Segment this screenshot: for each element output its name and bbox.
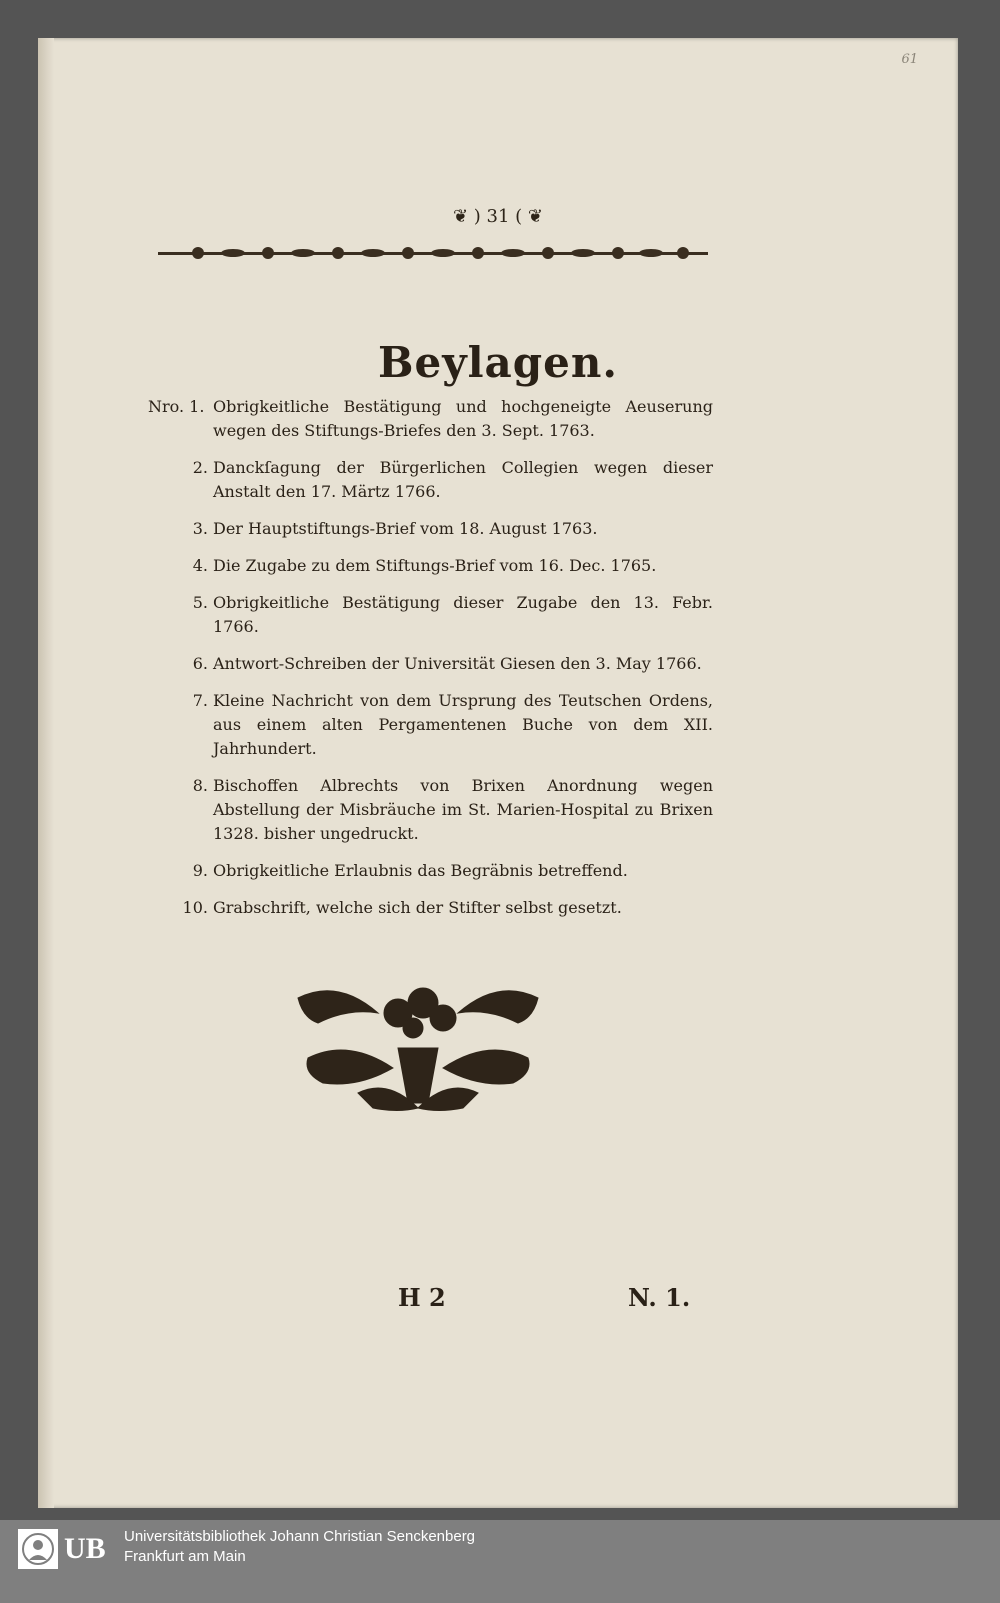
item-text: Die Zugabe zu dem Stiftungs-Brief vom 16. Dec. 1765. — [213, 556, 657, 575]
item-number: 8. — [192, 776, 208, 795]
item-text: Danckſagung der Bürgerlichen Collegien wegen dieser Anstalt den 17. Märtz 1766. — [213, 458, 713, 501]
item-number: 7. — [192, 691, 208, 710]
archive-number: 61 — [901, 52, 918, 67]
list-item — [148, 689, 713, 761]
item-number: 2. — [192, 458, 208, 477]
logo-text: UB — [64, 1532, 106, 1565]
page-fold-shadow — [38, 38, 54, 1508]
item-text: Obrigkeitliche Erlaubnis das Begräbnis betreffend. — [213, 861, 628, 880]
item-number: 4. — [192, 556, 208, 575]
footer-bar — [0, 1520, 1000, 1603]
list-item — [148, 395, 713, 443]
list-item — [148, 896, 713, 920]
list-item — [148, 554, 713, 578]
item-number: 9. — [192, 861, 208, 880]
footer-text — [124, 1527, 475, 1567]
item-text: Antwort-Schreiben der Universität Giesen den 3. May 1766. — [213, 654, 702, 673]
list-item — [148, 456, 713, 504]
library-logo — [18, 1529, 114, 1569]
list-item — [148, 652, 713, 676]
item-text: Bischoffen Albrechts von Brixen Anordnung wegen Abstellung der Misbräuche im St. Marien-Hospital zu Brixen 1328. bisher ungedruckt. — [213, 776, 713, 843]
item-number: 6. — [192, 654, 208, 673]
list-item — [148, 859, 713, 883]
item-text: Grabschrift, welche sich der Stifter selbst gesetzt. — [213, 898, 622, 917]
item-number: 10. — [182, 898, 208, 917]
item-text: Obrigkeitliche Bestätigung und hochgeneigte Aeuserung wegen des Stiftungs-Briefes den 3. Sept. 1763. — [213, 397, 713, 440]
footer-line-1: Universitätsbibliothek Johann Christian Senckenberg — [124, 1528, 476, 1545]
item-text: Der Hauptstiftungs-Brief vom 18. August 1763. — [213, 519, 598, 538]
item-text: Kleine Nachricht von dem Ursprung des Teutschen Ordens, aus einem alten Pergamentenen Buche von dem XII. Jahrhundert. — [213, 691, 713, 758]
page-title: Beylagen. — [377, 338, 619, 387]
flower-basket-vignette — [278, 968, 558, 1118]
signature-mark: H 2 — [398, 1283, 446, 1312]
appendix-list — [148, 395, 713, 933]
item-text: Obrigkeitliche Bestätigung dieser Zugabe den 13. Febr. 1766. — [213, 593, 713, 636]
ornamental-border — [158, 243, 708, 265]
library-seal-icon — [18, 1529, 58, 1569]
item-number: 5. — [192, 593, 208, 612]
page-header: ❦ ) 31 ( ❦ — [453, 206, 543, 227]
catchword: N. 1. — [628, 1283, 691, 1312]
item-number: 3. — [192, 519, 208, 538]
list-item — [148, 517, 713, 541]
footer-line-2: Frankfurt am Main — [124, 1548, 246, 1565]
item-number: Nro. 1. — [148, 397, 205, 416]
list-item — [148, 591, 713, 639]
scanned-page — [38, 38, 958, 1508]
list-item — [148, 774, 713, 846]
